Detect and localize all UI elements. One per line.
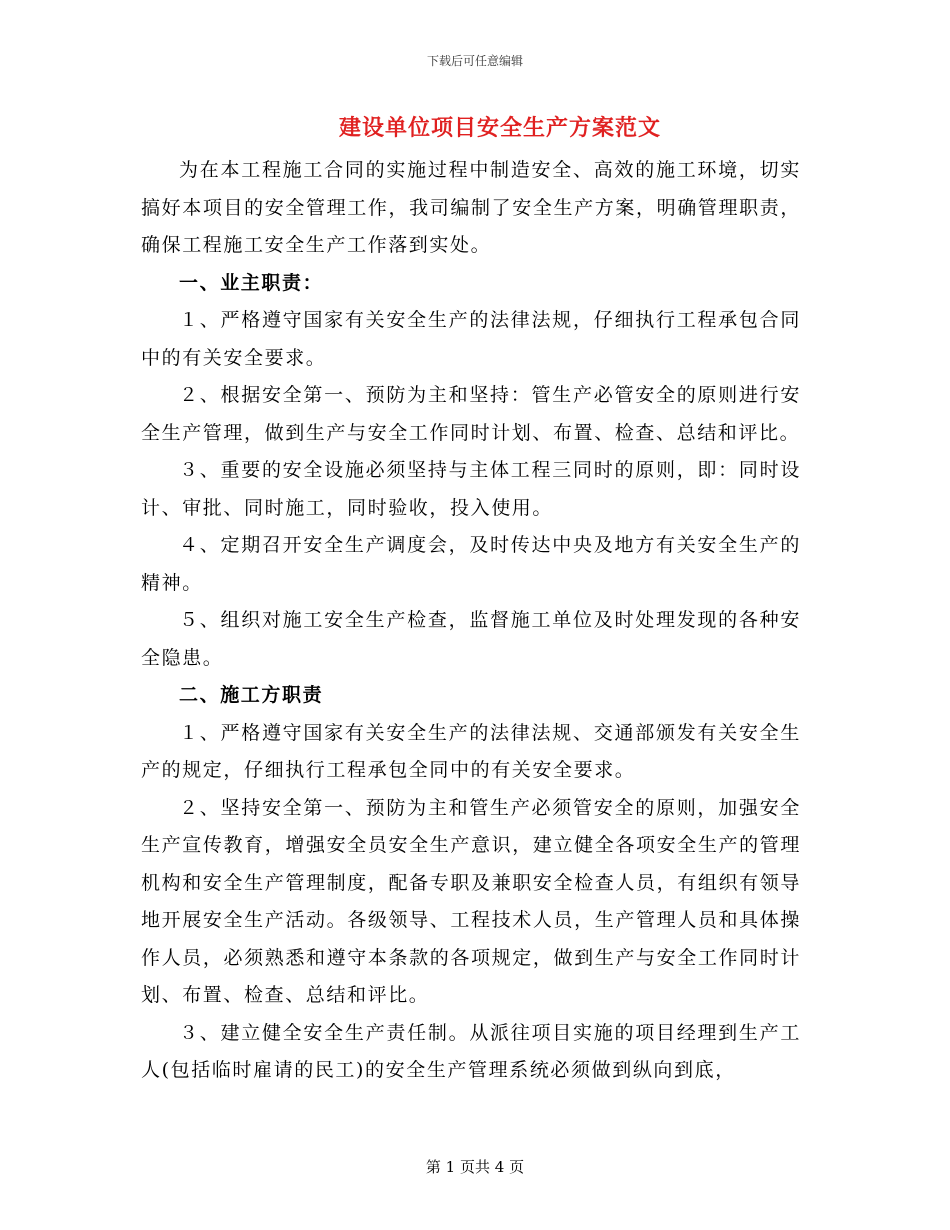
section-heading-contractor: 二、施工方职责 — [179, 684, 324, 706]
owner-item-5: ５、组织对施工安全生产检查，监督施工单位及时处理发现的各种安全隐患。 — [141, 609, 801, 669]
section-heading-owner: 一、业主职责： — [179, 271, 324, 294]
owner-item-1: １、严格遵守国家有关安全生产的法律法规，仔细执行工程承包合同中的有关安全要求。 — [141, 309, 801, 369]
document-title: 建设单位项目安全生产方案范文 — [338, 115, 661, 141]
page-number: 第 1 页共 4 页 — [425, 1158, 525, 1176]
contractor-item-2: ２、坚持安全第一、预防为主和管生产必须管安全的原则，加强安全生产宣传教育，增强安全员安全生产意识，建立健全各项安全生产的管理机构和安全生产管理制度，配备专职及兼职安全检查人员，有组织有领导地开展安全生产活动。各级领导、工程技术人员，生产管理人员和具体操作人员，必须熟悉和遵守本条款的各项规定，做到生产与安全工作同时计划、布置、检查、总结和评比。 — [141, 796, 801, 1006]
contractor-item-1: １、严格遵守国家有关安全生产的法律法规、交通部颁发有关安全生产的规定，仔细执行工程承包全同中的有关安全要求。 — [141, 721, 801, 781]
contractor-item-3: ３、建立健全安全生产责任制。从派往项目实施的项目经理到生产工人(包括临时雇请的民工)的安全生产管理系统必须做到纵向到底， — [141, 1021, 801, 1081]
document-body — [141, 152, 801, 1090]
intro-paragraph: 为在本工程施工合同的实施过程中制造安全、高效的施工环境，切实搞好本项目的安全管理工作，我司编制了安全生产方案，明确管理职责，确保工程施工安全生产工作落到实处。 — [141, 159, 801, 256]
owner-item-3: ３、重要的安全设施必须坚持与主体工程三同时的原则，即：同时设计、审批、同时施工，同时验收，投入使用。 — [141, 459, 801, 519]
owner-item-2: ２、根据安全第一、预防为主和坚持：管生产必管安全的原则进行安全生产管理，做到生产与安全工作同时计划、布置、检查、总结和评比。 — [141, 384, 801, 444]
owner-item-4: ４、定期召开安全生产调度会，及时传达中央及地方有关安全生产的精神。 — [141, 534, 801, 594]
page-header-note: 下载后可任意编辑 — [426, 54, 523, 68]
